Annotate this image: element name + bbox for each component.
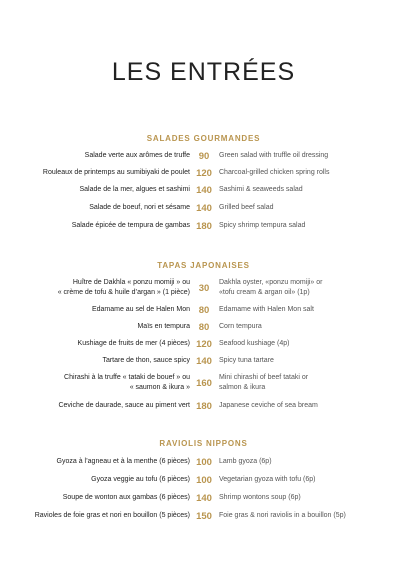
item-name-en: Dakhla oyster, «ponzu momiji» or «tofu cream & argan oil» (1p)	[219, 279, 323, 296]
item-price: 100	[196, 457, 212, 468]
item-price: 180	[196, 221, 212, 232]
item-price: 120	[196, 168, 212, 179]
item-price: 180	[196, 401, 212, 412]
item-name-en: Shrimp wontons soup (6p)	[219, 494, 301, 501]
item-name-fr: Salade épicée de tempura de gambas	[71, 222, 190, 229]
item-price: 140	[196, 356, 212, 367]
item-name-en: Edamame with Halen Mon salt	[219, 306, 314, 313]
item-name-fr: Tartare de thon, sauce spicy	[102, 357, 190, 364]
item-name-fr: Kushiage de fruits de mer (4 pièces)	[77, 340, 190, 347]
item-price: 160	[196, 378, 212, 389]
page-title: LES ENTRÉES	[111, 58, 296, 86]
item-price: 120	[196, 339, 212, 350]
item-price: 150	[196, 511, 212, 522]
item-name-en: Lamb gyoza (6p)	[219, 458, 272, 465]
item-name-en: Seafood kushiage (4p)	[219, 340, 290, 347]
item-name-fr: Ceviche de daurade, sauce au piment vert	[58, 402, 190, 409]
item-name-en: Japanese ceviche of sea bream	[219, 402, 318, 409]
item-name-en: Grilled beef salad	[219, 204, 274, 211]
item-name-fr: Salade de boeuf, nori et sésame	[89, 204, 190, 211]
item-price: 140	[196, 203, 212, 214]
item-price: 30	[198, 283, 210, 294]
section-title-raviolis: RAVIOLIS NIPPONS	[159, 439, 248, 448]
item-price: 100	[196, 475, 212, 486]
item-name-en: Green salad with truffle oil dressing	[219, 152, 329, 159]
item-name-fr: Soupe de wonton aux gambas (6 pièces)	[62, 494, 190, 501]
item-name-fr: Salade verte aux arômes de truffe	[84, 152, 190, 159]
item-name-fr: Huître de Dakhla « ponzu momiji » ou « crème de tofu & huile d’argan » (1 pièce)	[57, 279, 190, 296]
item-name-en: Spicy tuna tartare	[219, 357, 274, 364]
item-name-fr: Gyoza veggie au tofu (6 pièces)	[91, 476, 190, 483]
item-name-fr: Salade de la mer, algues et sashimi	[79, 186, 190, 193]
item-name-fr: Chirashi à la truffe « tataki de bouef » ou « saumon & ikura »	[64, 374, 190, 391]
item-name-en: Charcoal-grilled chicken spring rolls	[219, 169, 330, 176]
item-name-en: Spicy shrimp tempura salad	[219, 222, 306, 229]
item-price: 90	[198, 151, 210, 162]
section-title-tapas: TAPAS JAPONAISES	[157, 261, 250, 270]
item-name-en: Vegetarian gyoza with tofu (6p)	[219, 476, 316, 483]
item-price: 140	[196, 185, 212, 196]
item-name-en: Foie gras & nori raviolis in a bouillon (5p)	[219, 512, 346, 519]
item-name-fr: Maïs en tempura	[137, 323, 190, 330]
item-name-en: Corn tempura	[219, 323, 262, 330]
item-name-en: Mini chirashi of beef tataki or salmon & ikura	[219, 374, 309, 391]
item-name-fr: Edamame au sel de Halen Mon	[91, 306, 190, 313]
item-name-en: Sashimi & seaweeds salad	[219, 186, 303, 193]
item-name-fr: Ravioles de foie gras et nori en bouillon (5 pièces)	[34, 512, 190, 519]
section-title-salades: SALADES GOURMANDES	[146, 134, 261, 143]
item-name-fr: Gyoza à l’agneau et à la menthe (6 pièces)	[56, 458, 190, 465]
item-name-fr: Rouleaux de printemps au sumibiyaki de poulet	[42, 169, 190, 176]
item-price: 140	[196, 493, 212, 504]
item-price: 80	[198, 305, 210, 316]
item-price: 80	[198, 322, 210, 333]
